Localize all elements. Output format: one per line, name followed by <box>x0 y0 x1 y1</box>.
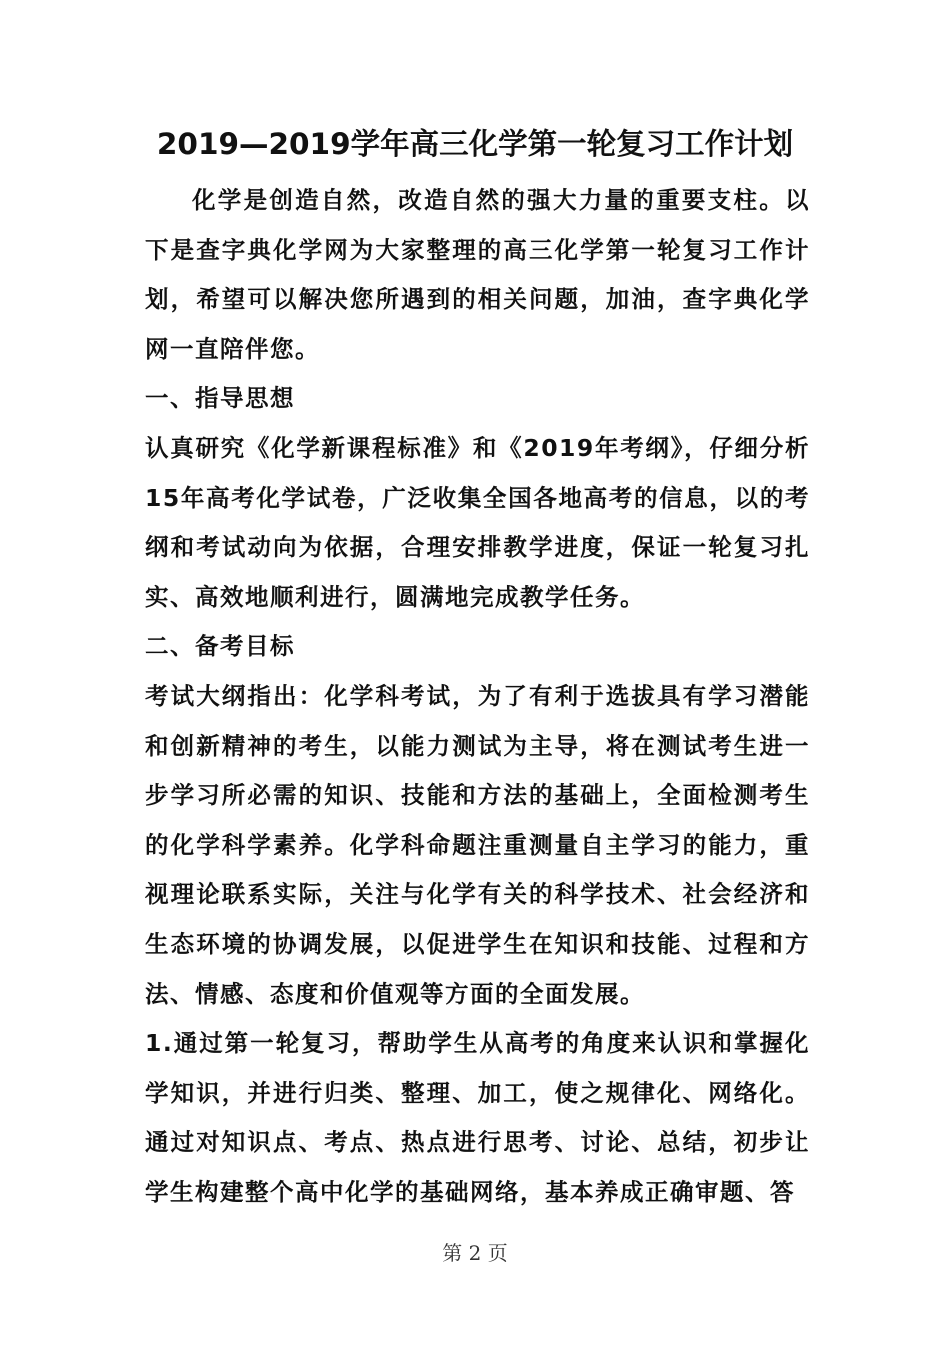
guiding-thought-paragraph: 认真研究《化学新课程标准》和《2019年考纲》，仔细分析15年高考化学试卷，广泛收集全国各地高考的信息，以的考纲和考试动向为依据，合理安排教学进度，保证一轮复习扎实、高效地顺利进行，圆满地完成教学任务。 <box>145 433 810 611</box>
section-heading-guiding-thought: 一、指导思想 <box>145 384 295 413</box>
page-number: 第 2 页 <box>442 1241 508 1265</box>
goal-item-1: 1.通过第一轮复习，帮助学生从高考的角度来认识和掌握化学知识，并进行归类、整理、加工，使之规律化、网络化。通过对知识点、考点、热点进行思考、讨论、总结，初步让学生构建整个高中化学的基础网络，基本养成正确审题、答 <box>145 1029 810 1206</box>
exam-goals-paragraph: 考试大纲指出：化学科考试，为了有利于选拔具有学习潜能和创新精神的考生，以能力测试为主导，将在测试考生进一步学习所必需的知识、技能和方法的基础上，全面检测考生的化学科学素养。化学科命题注重测量自主学习的能力，重视理论联系实际，关注与化学有关的科学技术、社会经济和生态环境的协调发展，以促进学生在知识和技能、过程和方法、情感、态度和价值观等方面的全面发展。 <box>145 681 810 1008</box>
section-heading-exam-goals: 二、备考目标 <box>145 632 295 661</box>
intro-paragraph: 化学是创造自然，改造自然的强大力量的重要支柱。以下是查字典化学网为大家整理的高三化学第一轮复习工作计划，希望可以解决您所遇到的相关问题，加油，查字典化学网一直陪伴您。 <box>145 186 810 363</box>
document-title: 2019—2019学年高三化学第一轮复习工作计划 <box>156 127 794 161</box>
document-body <box>145 176 810 1217</box>
